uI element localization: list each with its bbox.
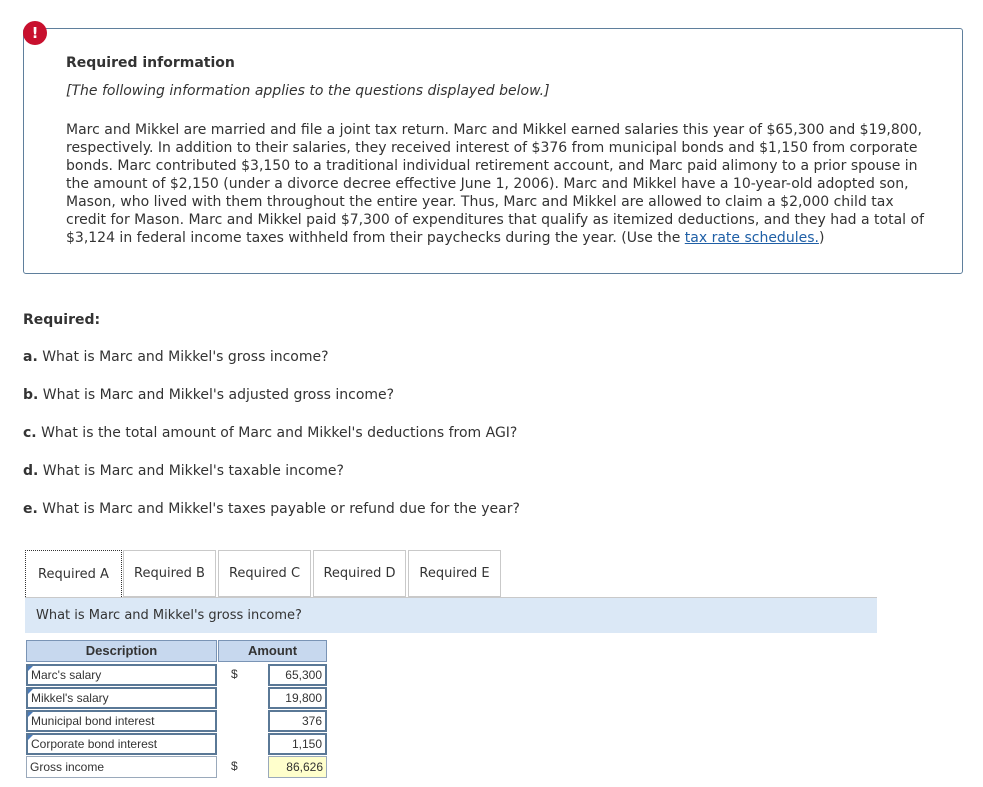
description-input-corporate-bond-interest[interactable] — [26, 733, 217, 755]
dollar-sign — [218, 687, 268, 709]
info-body — [66, 121, 936, 247]
description-input-mikkels-salary[interactable] — [26, 687, 217, 709]
question-letter: c. — [23, 425, 37, 441]
tab-required-e[interactable]: Required E — [408, 550, 501, 597]
amount-input-corporate-bond-interest[interactable]: 1,150 — [268, 733, 327, 755]
info-body-text: Marc and Mikkel are married and file a joint tax return. Marc and Mikkel earned salaries this year of $65,300 and $19,800, respectively. In addition to their salaries, they received interest of $376 from municipal bonds and $1,150 from corporate bonds. Marc contributed $3,150 to a traditional individual retirement account, and Marc paid alimony to a prior spouse in the amount of $2,150 (under a divorce decree effective June 1, 2006). Marc and Mikkel have a 10-year-old adopted son, Mason, who lived with them throughout the entire year. Thus, Marc and Mikkel are allowed to claim a $2,000 child tax credit for Mason. Marc and Mikkel paid $7,300 of expenditures that qualify as itemized deductions, and they had a total of $3,124 in federal income taxes withheld from their paychecks during the year. (Use the — [66, 122, 924, 246]
gross-income-total: 86,626 — [268, 756, 327, 778]
question-text: What is Marc and Mikkel's taxes payable or refund due for the year? — [37, 501, 520, 517]
description-input-marcs-salary[interactable] — [26, 664, 217, 686]
gross-income-label: Gross income — [26, 756, 217, 778]
tab-required-c[interactable]: Required C — [218, 550, 311, 597]
row-marker-icon — [28, 735, 33, 740]
dollar-sign — [218, 710, 268, 732]
question-d — [23, 463, 344, 479]
required-information-box — [23, 28, 963, 274]
info-subtitle: [The following information applies to the questions displayed below.] — [66, 83, 550, 99]
row-marker-icon — [28, 666, 33, 671]
dollar-sign — [218, 733, 268, 755]
dollar-sign: $ — [231, 667, 238, 681]
question-a — [23, 349, 329, 365]
current-question-bar: What is Marc and Mikkel's gross income? — [25, 597, 877, 633]
question-b — [23, 387, 394, 403]
tax-rate-schedules-link[interactable]: tax rate schedules. — [684, 230, 819, 246]
question-text: What is Marc and Mikkel's gross income? — [37, 349, 329, 365]
question-text: What is Marc and Mikkel's adjusted gross income? — [38, 387, 395, 403]
amount-input-municipal-bond-interest[interactable]: 376 — [268, 710, 327, 732]
info-title: Required information — [66, 55, 235, 71]
alert-icon: ! — [23, 21, 47, 45]
amount-input-marcs-salary[interactable]: 65,300 — [268, 664, 327, 686]
dollar-sign: $ — [231, 759, 238, 773]
question-letter: e. — [23, 501, 38, 517]
amount-header: Amount — [218, 640, 327, 662]
tab-required-b[interactable]: Required B — [123, 550, 216, 597]
amount-input-mikkels-salary[interactable]: 19,800 — [268, 687, 327, 709]
question-letter: a. — [23, 349, 38, 365]
info-body-end: ) — [818, 230, 825, 246]
row-marker-icon — [28, 712, 33, 717]
tab-required-a[interactable]: Required A — [25, 550, 122, 597]
question-e — [23, 501, 520, 517]
description-header: Description — [26, 640, 217, 662]
description-text: Marc's salary — [31, 668, 102, 682]
required-heading: Required: — [23, 312, 101, 328]
description-input-municipal-bond-interest[interactable] — [26, 710, 217, 732]
description-text: Corporate bond interest — [31, 737, 158, 751]
question-letter: d. — [23, 463, 39, 479]
question-text: What is Marc and Mikkel's taxable income? — [38, 463, 344, 479]
description-text: Mikkel's salary — [31, 691, 109, 705]
question-text: What is the total amount of Marc and Mikkel's deductions from AGI? — [36, 425, 518, 441]
tab-required-d[interactable]: Required D — [313, 550, 406, 597]
question-letter: b. — [23, 387, 39, 403]
question-c — [23, 425, 517, 441]
description-text: Municipal bond interest — [31, 714, 155, 728]
row-marker-icon — [28, 689, 33, 694]
